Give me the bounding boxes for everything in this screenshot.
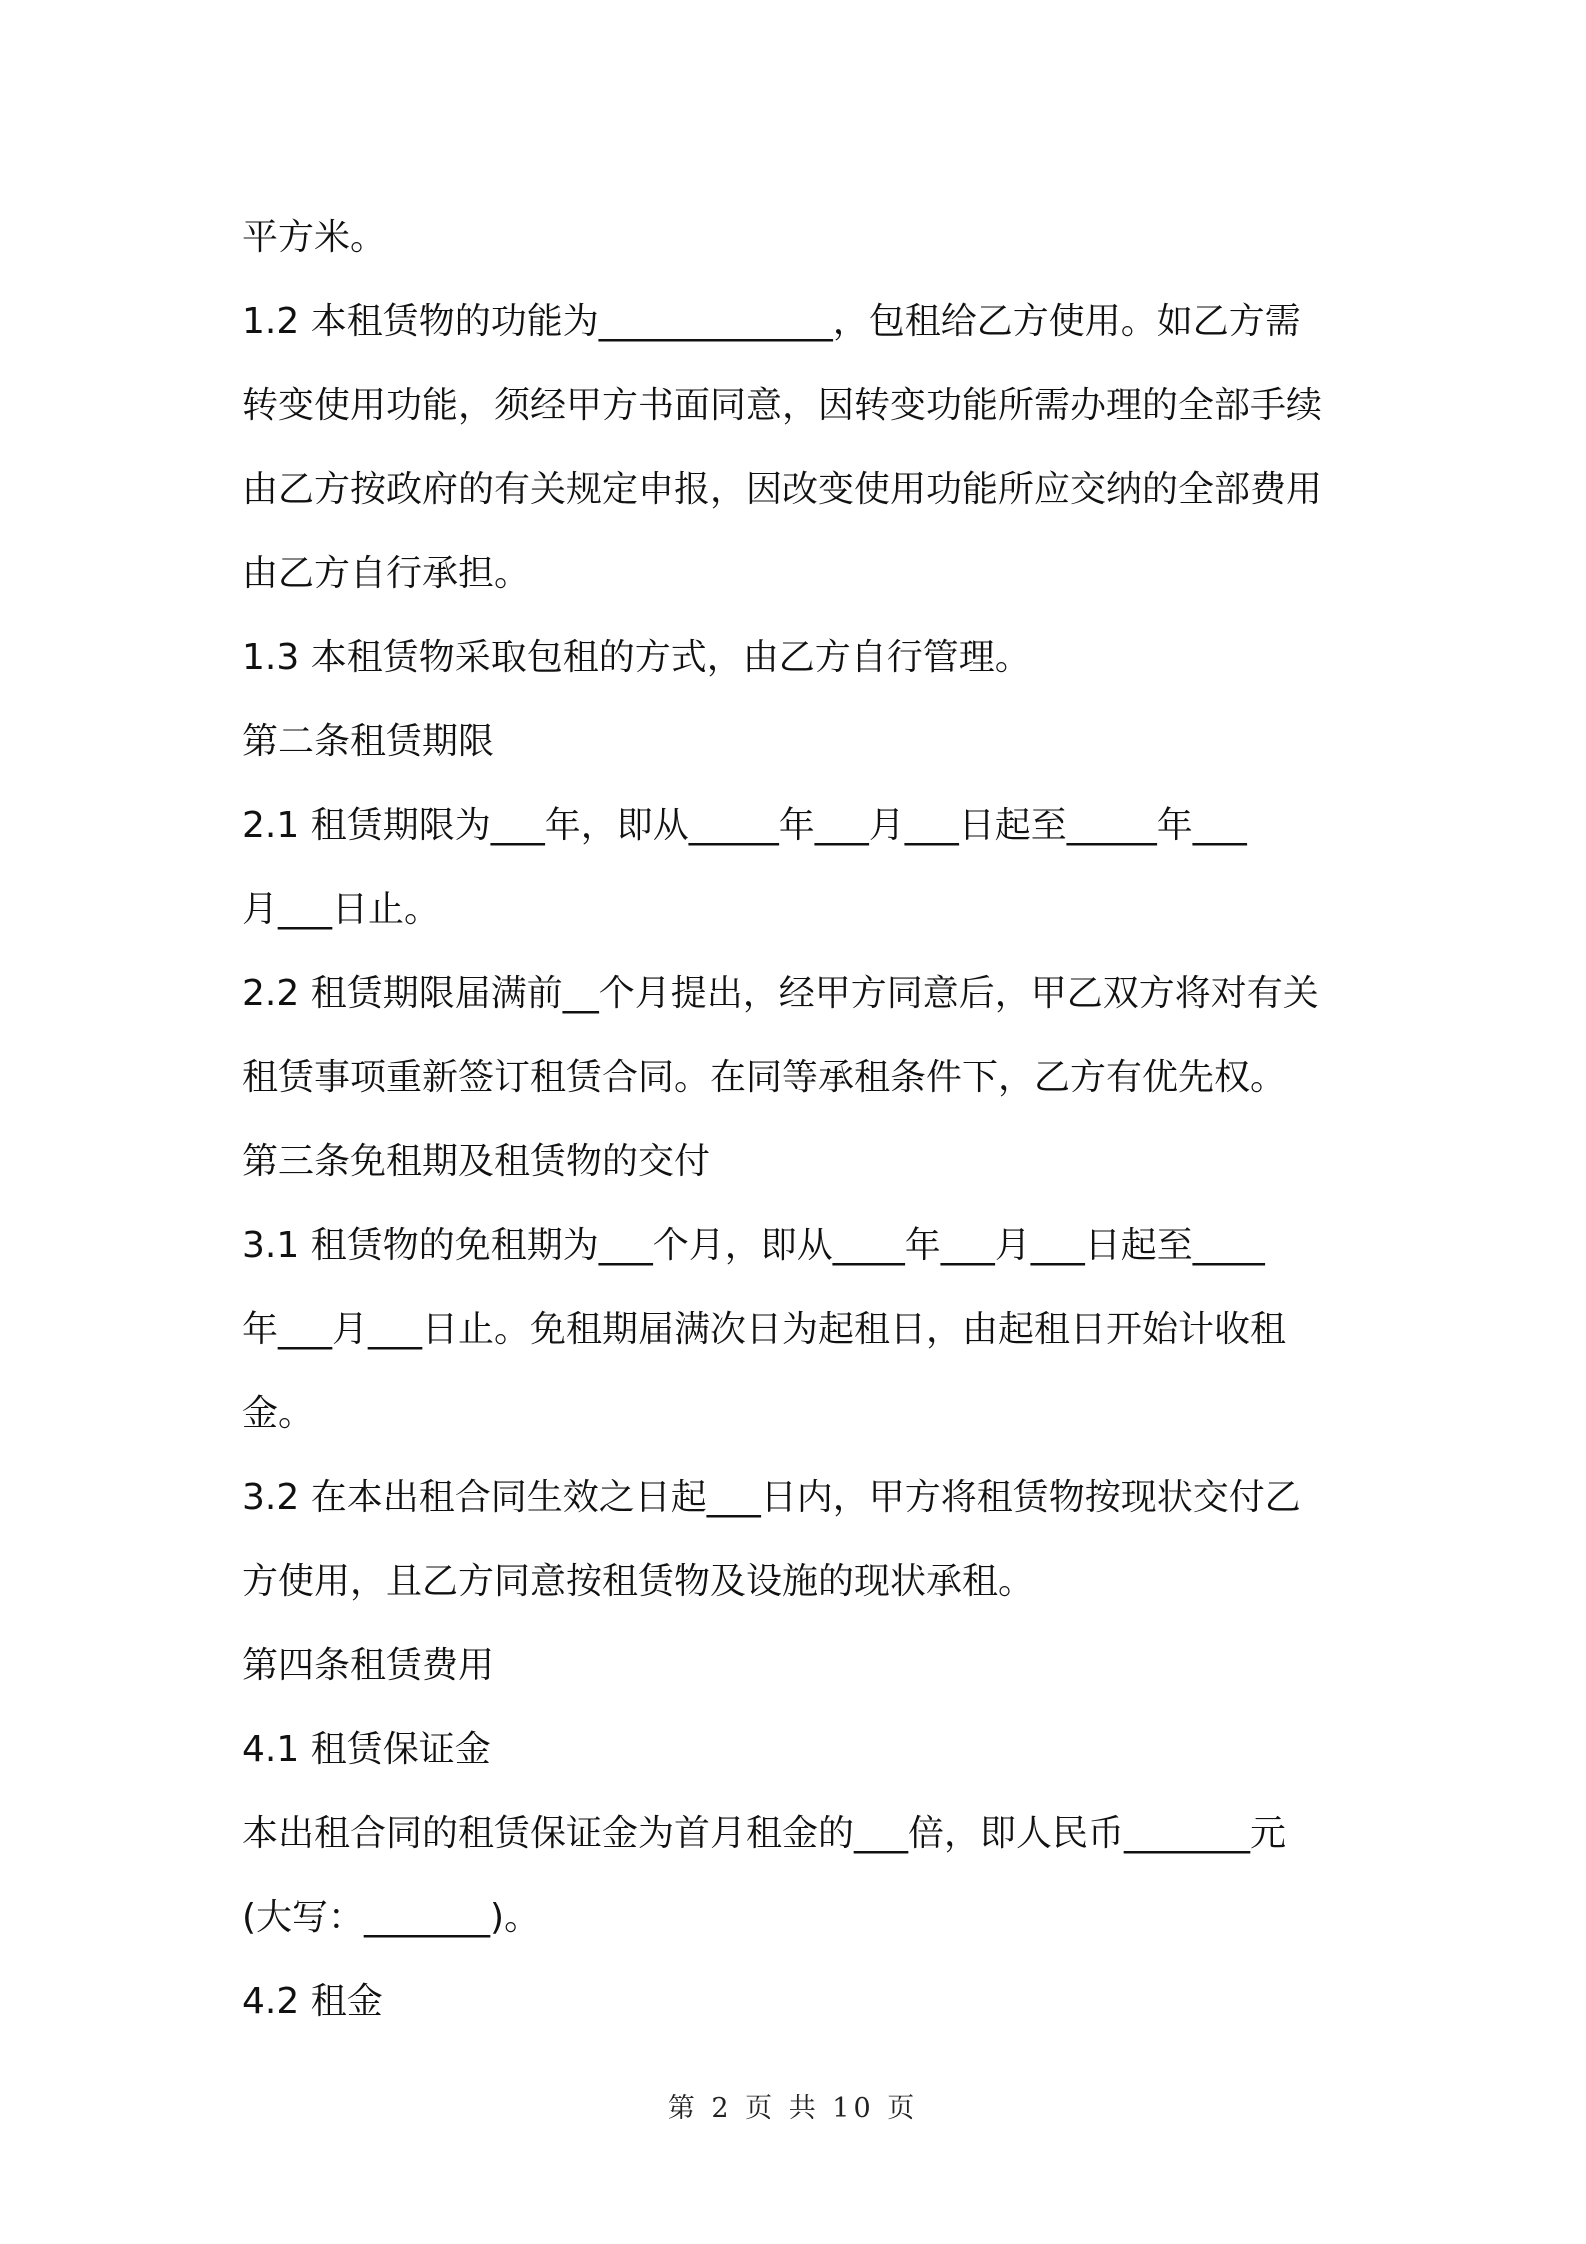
subsection-heading: 4.2 租金: [242, 1981, 383, 2022]
text-line: 方使用，且乙方同意按租赁物及设施的现状承租。: [242, 1561, 1035, 1602]
text-line: 本出租合同的租赁保证金为首月租金的___倍，即人民币_______元: [242, 1813, 1287, 1854]
section-heading: 第三条免租期及租赁物的交付: [242, 1141, 711, 1182]
text-line: 月___日止。: [242, 889, 441, 930]
section-heading: 第四条租赁费用: [242, 1645, 495, 1686]
text-line: 1.2 本租赁物的功能为_____________，包租给乙方使用。如乙方需: [242, 301, 1301, 342]
text-line: 由乙方自行承担。: [242, 553, 531, 594]
text-line: 年___月___日止。免租期届满次日为起租日，由起租日开始计收租: [242, 1309, 1287, 1350]
text-line: 平方米。: [242, 217, 387, 258]
text-line: 转变使用功能，须经甲方书面同意，因转变功能所需办理的全部手续: [242, 385, 1323, 426]
section-heading: 第二条租赁期限: [242, 721, 495, 762]
text-line: 2.1 租赁期限为___年，即从_____年___月___日起至_____年___: [242, 805, 1247, 846]
page-number-footer: 第 2 页 共 10 页: [667, 2093, 919, 2124]
text-line: 租赁事项重新签订租赁合同。在同等承租条件下，乙方有优先权。: [242, 1057, 1287, 1098]
subsection-heading: 4.1 租赁保证金: [242, 1729, 491, 1770]
text-line: 2.2 租赁期限届满前__个月提出，经甲方同意后，甲乙双方将对有关: [242, 973, 1319, 1014]
text-line: 金。: [242, 1393, 315, 1434]
document-body: [242, 196, 1362, 2044]
text-line: 由乙方按政府的有关规定申报，因改变使用功能所应交纳的全部费用: [242, 469, 1323, 510]
text-line: 1.3 本租赁物采取包租的方式，由乙方自行管理。: [242, 637, 1031, 678]
text-line: 3.2 在本出租合同生效之日起___日内，甲方将租赁物按现状交付乙: [242, 1477, 1301, 1518]
text-line: 3.1 租赁物的免租期为___个月，即从____年___月___日起至____: [242, 1225, 1265, 1266]
text-line: (大写：_______)。: [242, 1897, 541, 1938]
